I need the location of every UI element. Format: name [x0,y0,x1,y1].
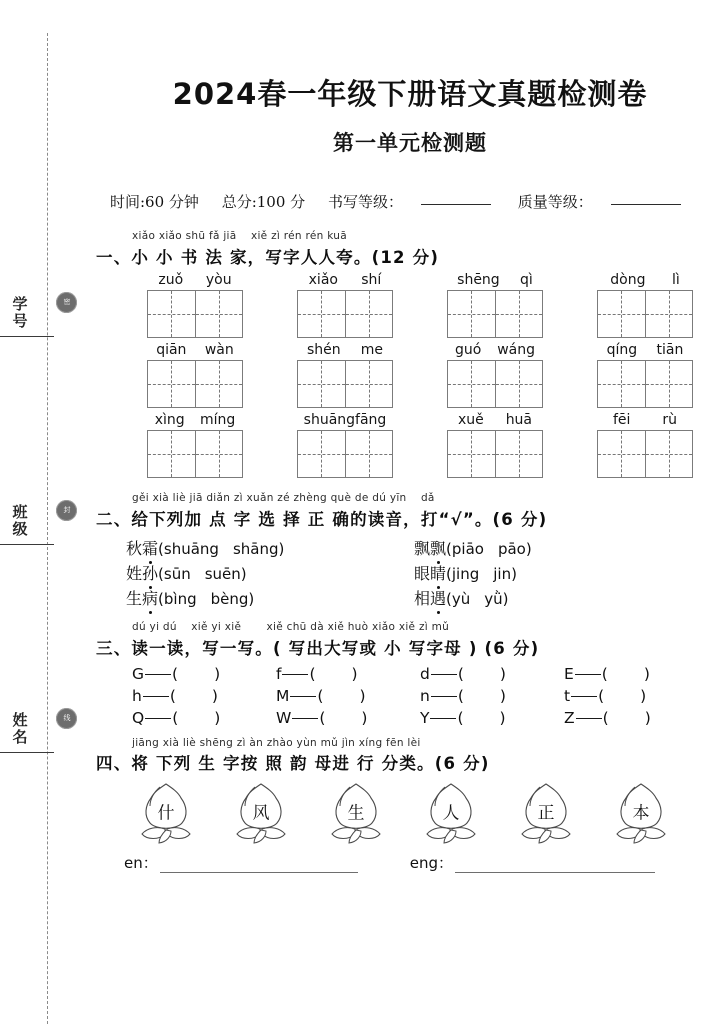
tianzige-cell[interactable] [645,291,693,337]
letter-row [132,665,724,683]
tianzige-row-3 [96,412,724,478]
tianzige-box[interactable] [147,290,243,338]
tianzige-group [570,412,720,478]
name-rule [0,752,54,753]
peach-item[interactable] [593,778,688,846]
peach-icon [604,778,678,846]
tianzige-box[interactable] [147,360,243,408]
letter-dash [431,674,457,675]
letter-answer-paren[interactable]: ( ) [172,665,221,683]
eng-label: eng： [409,854,454,872]
tianzige-cell[interactable] [298,291,345,337]
peach-char: 本 [632,803,649,824]
letter-prompt: t [564,687,571,705]
choice-options[interactable]: (bìng bèng) [158,590,255,608]
name-field[interactable] [10,712,54,753]
section-two-pinyin: gěi xià liè jiā diǎn zì xuǎn zé zhèng què de dú yīn dǎ [132,492,435,504]
pinyin-first: shén [307,342,341,358]
tianzige-group [120,272,270,338]
section-three [96,619,724,727]
letter-dash [290,696,316,697]
letter-item[interactable] [132,687,276,705]
choice-item[interactable] [126,536,414,559]
pinyin-second: qì [520,272,533,288]
pinyin-first: xìng [154,412,185,428]
pinyin-second: rù [662,412,677,428]
peach-char: 什 [157,803,174,824]
peach-char: 正 [537,803,554,824]
tianzige-box[interactable] [597,290,693,338]
page-title: 2024春一年级下册语文真题检测卷 [172,77,648,111]
exam-info-line [96,191,724,212]
tianzige-pinyin [147,412,243,428]
tianzige-cell[interactable] [598,431,645,477]
section-one-title: 一、小 小 书 法 家，写字人人夸。(12 分) [96,248,440,267]
choice-option-a[interactable]: jing [451,565,480,583]
pinyin-second: me [360,342,383,358]
letter-item[interactable] [276,687,420,705]
section-three-title: 三、读一读，写一写。( 写出大写或 小 写字母 ) (6 分) [96,639,540,658]
letter-answer-paren[interactable]: ( ) [319,709,368,727]
classification-answer-row [96,852,724,873]
letter-item[interactable] [564,687,708,705]
tianzige-pinyin [147,342,243,358]
pinyin-second: lì [671,272,680,288]
peach-row [96,778,724,846]
tianzige-box[interactable] [597,430,693,478]
peach-item[interactable] [213,778,308,846]
letter-dash [145,718,171,719]
tianzige-box[interactable] [297,290,393,338]
letter-answer-paren[interactable]: ( ) [172,709,221,727]
student-number-field[interactable] [10,296,54,337]
tianzige-cell[interactable] [645,431,693,477]
tianzige-group [570,272,720,338]
choice-row [126,536,724,559]
choice-char-2-dotted: 飘 [430,536,446,559]
choice-char-1: 秋 [126,539,143,558]
choice-row [126,586,724,609]
letter-dash [571,696,597,697]
tianzige-pinyin [297,272,393,288]
quality-grade-label: 质量等级： [517,193,593,211]
pinyin-first: zuǒ [158,272,184,288]
choice-option-b[interactable]: pāo [497,540,526,558]
tianzige-cell[interactable] [195,431,243,477]
letter-item[interactable] [420,665,564,683]
letter-item[interactable] [564,665,708,683]
letter-dash [575,674,601,675]
tianzige-group [420,272,570,338]
tianzige-box[interactable] [447,430,543,478]
peach-item[interactable] [403,778,498,846]
choice-item[interactable] [126,586,414,609]
section-two-title: 二、给下列加 点 字 选 择 正 确的读音，打“√”。(6 分) [96,510,548,529]
section-four-pinyin: jiāng xià liè shēng zì àn zhào yùn mǔ jìn xíng fēn lèi [132,737,421,749]
choice-char-1: 眼 [414,564,431,583]
letter-prompt: n [420,687,430,705]
letter-answer-paren[interactable]: ( ) [457,687,506,705]
left-margin-strip [0,0,96,1024]
tianzige-cell[interactable] [345,431,393,477]
tianzige-cell[interactable] [148,291,195,337]
pinyin-second: wàn [204,342,234,358]
tianzige-group [420,342,570,408]
choice-char-2-dotted: 睛 [430,561,446,584]
class-label: 班级 [10,504,29,538]
pinyin-second: huā [505,412,533,428]
letter-prompt: Z [564,709,575,727]
seal-badge-2: 封 [56,500,77,521]
choice-option-a[interactable]: shuāng [163,540,219,558]
writing-grade-label: 书写等级： [327,193,403,211]
tianzige-cell[interactable] [148,361,195,407]
tianzige-pinyin [447,412,543,428]
tianzige-cell[interactable] [448,291,495,337]
section-one-pinyin: xiǎo xiǎo shū fǎ jiā xiě zì rén rén kuā [132,230,347,242]
student-number-rule [0,336,54,337]
section-four [96,737,724,873]
choice-char-1: 姓 [126,564,143,583]
tianzige-group [120,412,270,478]
pinyin-first: shēng [457,272,500,288]
letter-answer-paren[interactable]: ( ) [598,687,647,705]
pinyin-second: míng [200,412,236,428]
en-answer-line[interactable] [160,872,358,873]
tianzige-group [420,412,570,478]
pinyin-first: shuāngfāng [303,412,387,428]
content-area [96,0,724,873]
letter-answer-paren[interactable]: ( ) [317,687,366,705]
choice-item[interactable] [414,586,702,609]
section-three-pinyin: dú yi dú xiě yi xiě xiě chū dà xiě huò xiǎo xiě zì mǔ [132,621,450,633]
tianzige-box[interactable] [297,430,393,478]
letter-answer-paren[interactable]: ( ) [457,709,506,727]
tianzige-cell[interactable] [495,291,543,337]
tianzige-group [270,342,420,408]
letter-dash [143,696,169,697]
tianzige-cell[interactable] [598,291,645,337]
peach-item[interactable] [308,778,403,846]
letter-prompt: f [276,665,282,683]
class-rule [0,544,54,545]
section-one [96,228,724,478]
pinyin-first: qiān [156,342,187,358]
choice-char-2-dotted: 孙 [142,561,158,584]
name-label: 姓名 [10,712,29,746]
choice-option-a[interactable]: piāo [451,540,484,558]
choice-option-a[interactable]: sūn [163,565,191,583]
peach-icon [509,778,583,846]
eng-answer-field[interactable] [410,852,655,873]
letter-dash [292,718,318,719]
tianzige-box[interactable] [597,360,693,408]
choice-item[interactable] [126,561,414,584]
choice-item[interactable] [414,561,702,584]
letter-item[interactable] [420,687,564,705]
en-label: en： [124,854,158,872]
tianzige-pinyin [147,272,243,288]
tianzige-pinyin [597,342,693,358]
letter-dash [576,718,602,719]
pinyin-second: shí [361,272,382,288]
tianzige-pinyin [597,412,693,428]
choice-options[interactable]: (yù yǜ) [446,590,509,608]
tianzige-cell[interactable] [495,431,543,477]
peach-icon [129,778,203,846]
pinyin-second: wáng [497,342,536,358]
letter-dash [145,674,171,675]
peach-icon [414,778,488,846]
tianzige-cell[interactable] [598,361,645,407]
seal-badge-3: 线 [56,708,77,729]
tianzige-box[interactable] [447,290,543,338]
tianzige-group [570,342,720,408]
letter-item[interactable] [132,709,276,727]
tianzige-cell[interactable] [298,361,345,407]
choice-option-a[interactable]: yù [451,590,471,608]
tianzige-group [270,272,420,338]
tianzige-row-2 [96,342,724,408]
tianzige-pinyin [597,272,693,288]
letter-row [132,709,724,727]
tianzige-box[interactable] [447,360,543,408]
choice-option-b[interactable]: bèng [210,590,249,608]
choice-char-1: 相 [414,589,431,608]
letter-answer-paren[interactable]: ( ) [169,687,218,705]
seal-badge-1: 密 [56,292,77,313]
letter-prompt: E [564,665,574,683]
pinyin-first: dòng [610,272,646,288]
letter-item[interactable] [276,665,420,683]
peach-char: 生 [347,803,364,824]
letter-prompt: d [420,665,430,683]
choice-options[interactable]: (sūn suēn) [158,565,247,583]
choice-option-b[interactable]: suēn [204,565,241,583]
pinyin-second: tiān [656,342,684,358]
letter-row [132,687,724,705]
letter-dash [431,696,457,697]
tianzige-pinyin [297,342,393,358]
tianzige-cell[interactable] [345,361,393,407]
tianzige-group [120,342,270,408]
tianzige-cell[interactable] [345,291,393,337]
tianzige-group [270,412,420,478]
page-subtitle: 第一单元检测题 [333,130,487,155]
choice-char-1: 生 [126,589,143,608]
choice-char-2-dotted: 病 [142,586,158,609]
pinyin-second: yòu [205,272,232,288]
exam-time: 时间:60 分钟 [110,193,199,211]
tianzige-cell[interactable] [448,431,495,477]
choice-char-2-dotted: 霜 [142,536,158,559]
choice-options[interactable]: (shuāng shāng) [158,540,285,558]
tianzige-cell[interactable] [298,431,345,477]
letter-item[interactable] [420,709,564,727]
choice-item[interactable] [414,536,702,559]
pinyin-first: xiǎo [308,272,338,288]
choice-option-b[interactable]: jin [493,565,512,583]
tianzige-cell[interactable] [195,291,243,337]
letter-answer-paren[interactable]: ( ) [309,665,358,683]
pinyin-first: fēi [612,412,631,428]
class-field[interactable] [10,504,54,545]
quality-grade-blank[interactable] [611,204,681,205]
letter-answer-paren[interactable]: ( ) [602,709,651,727]
peach-item[interactable] [498,778,593,846]
letter-dash [430,718,456,719]
section-two [96,490,724,609]
tianzige-pinyin [297,412,393,428]
tianzige-box[interactable] [297,360,393,408]
tianzige-pinyin [447,272,543,288]
tianzige-cell[interactable] [195,361,243,407]
pinyin-first: guó [454,342,482,358]
letter-prompt: Y [420,709,430,727]
choice-char-2-dotted: 遇 [430,586,446,609]
choice-char-1: 飘 [414,539,431,558]
exam-total: 总分:100 分 [221,193,306,211]
letter-prompt: W [276,709,292,727]
letter-prompt: M [276,687,290,705]
choice-option-b[interactable]: yǜ [484,590,503,608]
peach-item[interactable] [118,778,213,846]
peach-char: 人 [442,803,459,824]
pinyin-first: qíng [606,342,638,358]
student-number-label: 学号 [10,296,29,330]
tianzige-cell[interactable] [495,361,543,407]
peach-icon [319,778,393,846]
letter-dash [282,674,308,675]
choice-row [126,561,724,584]
tianzige-cell[interactable] [645,361,693,407]
letter-exercise-list [96,665,724,727]
peach-char: 风 [252,803,269,824]
letter-item[interactable] [276,709,420,727]
eng-answer-line[interactable] [455,872,655,873]
choice-options[interactable]: (jing jin) [446,565,517,583]
en-answer-field[interactable] [124,852,358,873]
letter-item[interactable] [564,709,708,727]
choice-option-b[interactable]: shāng [232,540,279,558]
choice-option-a[interactable]: bìng [163,590,197,608]
letter-answer-paren[interactable]: ( ) [601,665,650,683]
tianzige-pinyin [447,342,543,358]
pinyin-first: xuě [457,412,484,428]
choice-list [96,536,724,609]
tianzige-cell[interactable] [448,361,495,407]
tianzige-box[interactable] [147,430,243,478]
tianzige-cell[interactable] [148,431,195,477]
letter-item[interactable] [132,665,276,683]
letter-prompt: Q [132,709,145,727]
tianzige-row-1 [96,272,724,338]
choice-options[interactable]: (piāo pāo) [446,540,532,558]
letter-prompt: G [132,665,145,683]
letter-answer-paren[interactable]: ( ) [457,665,506,683]
writing-grade-blank[interactable] [421,204,491,205]
letter-prompt: h [132,687,142,705]
section-four-title: 四、将 下列 生 字按 照 韵 母进 行 分类。(6 分) [96,754,490,773]
peach-icon [224,778,298,846]
